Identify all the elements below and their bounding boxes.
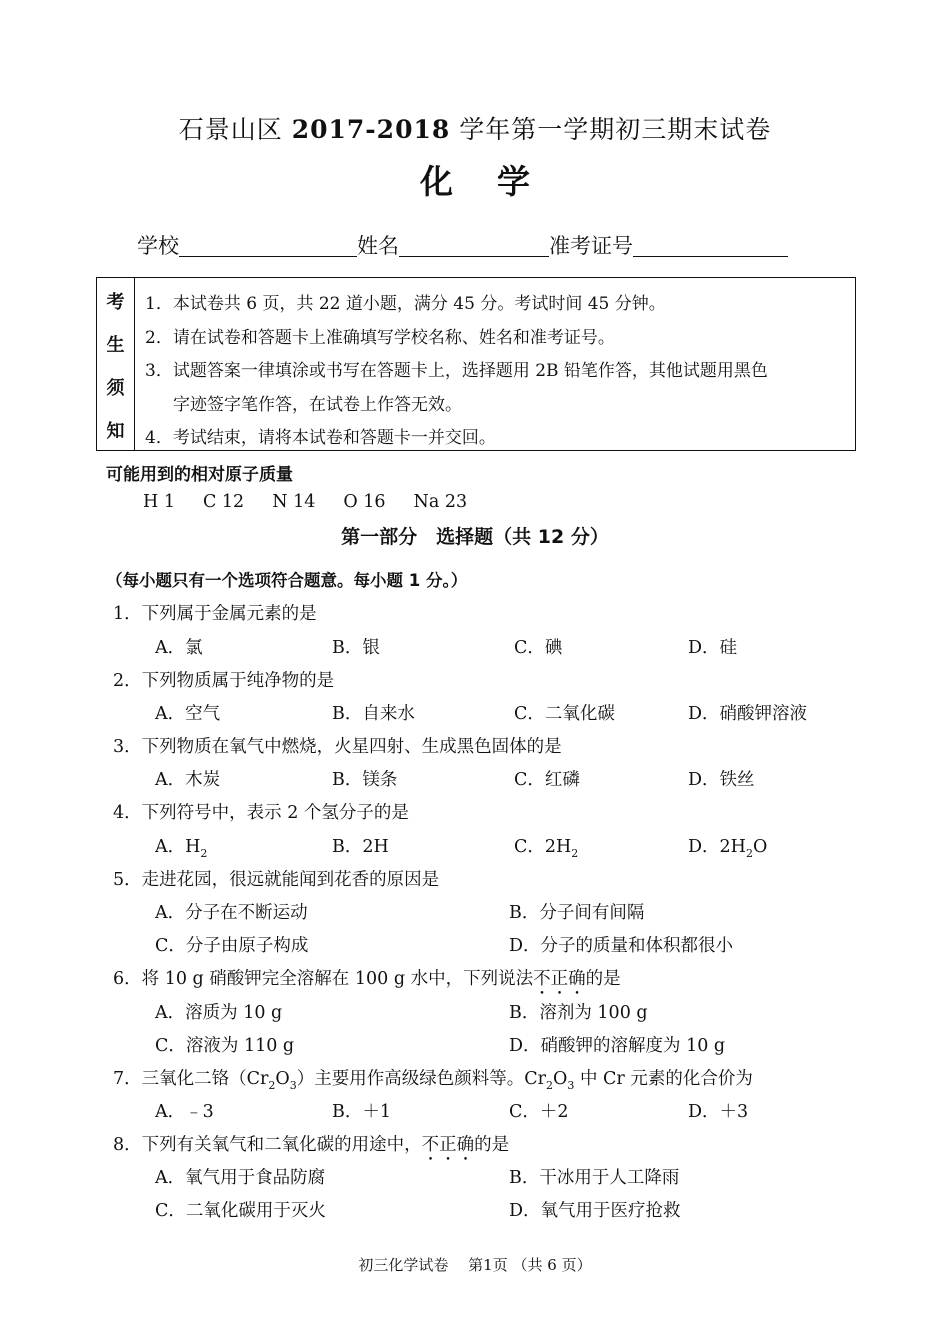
question-1: 1．下列属于金属元素的是: [113, 604, 317, 624]
q2-option-a[interactable]: A．空气: [155, 704, 221, 724]
question-7: 7．三氧化二铬$(Cr_2O_3)$主要用作高级绿色颜料等。$Cr_2O_3$ 中 Cr 元素的化合价为: [113, 1069, 753, 1092]
q4-option-a[interactable]: A．$H_2$: [155, 837, 208, 860]
question-5: 5．走进花园，很远就能闻到花香的原因是: [113, 870, 440, 890]
q8-option-c[interactable]: C．二氧化碳用于灭火: [155, 1201, 326, 1221]
q5-option-b[interactable]: B．分子间有间隔: [509, 903, 645, 923]
q1-option-a[interactable]: A．氯: [155, 638, 203, 658]
q5-option-a[interactable]: A．分子在不断运动: [155, 903, 308, 923]
question-2: 2．下列物质属于纯净物的是: [113, 671, 335, 691]
page-footer: 初三化学试卷 第1页 （共 6 页）: [358, 1256, 592, 1274]
q8-option-d[interactable]: D．氧气用于医疗抢救: [509, 1201, 681, 1221]
q1-option-c[interactable]: C．碘: [514, 638, 563, 658]
instruction-item: 字迹签字笔作答，在试卷上作答无效。: [173, 394, 462, 415]
q3-option-d[interactable]: D．铁丝: [688, 770, 755, 790]
instructions-label: 考 生 须 知: [97, 278, 135, 450]
q8-option-a[interactable]: A．氧气用于食品防腐: [155, 1168, 326, 1188]
school-blank[interactable]: [179, 232, 357, 257]
section-instruction: （每小题只有一个选项符合题意。每小题 1 分。）: [106, 571, 468, 590]
instruction-item: 3．试题答案一律填涂或书写在答题卡上，选择题用 2B 铅笔作答，其他试题用黑色: [145, 361, 768, 381]
q3-option-c[interactable]: C．红磷: [514, 770, 580, 790]
q6-option-c[interactable]: C．溶液为 110 g: [155, 1036, 295, 1056]
q4-option-d[interactable]: D．$2H_2O$: [688, 837, 768, 860]
exam-id-blank[interactable]: [633, 232, 788, 257]
q6-option-a[interactable]: A．溶质为 10 g: [155, 1003, 283, 1023]
exam-id-label: 准考证号: [549, 234, 633, 258]
student-info-fields: [137, 230, 788, 260]
exam-title: 石景山区 2017-2018 学年第一学期初三期末试卷: [178, 115, 772, 144]
name-blank[interactable]: [399, 232, 549, 257]
q2-option-c[interactable]: C．二氧化碳: [514, 704, 615, 724]
school-label: 学校: [137, 234, 179, 258]
instruction-item: 2．请在试卷和答题卡上准确填写学校名称、姓名和准考证号。: [145, 327, 615, 348]
q5-option-c[interactable]: C．分子由原子构成: [155, 936, 309, 956]
q1-option-d[interactable]: D．硅: [688, 638, 738, 658]
q4-option-b[interactable]: B．2H: [332, 837, 389, 857]
instructions-list: [145, 288, 768, 456]
instructions-box: [96, 277, 856, 451]
section-title: 第一部分 选择题（共 12 分）: [341, 526, 609, 548]
q7-option-d[interactable]: D．＋3: [688, 1102, 749, 1122]
q7-option-a[interactable]: A．﹣3: [155, 1102, 214, 1122]
question-8: 8．下列有关氧气和二氧化碳的用途中，不正确的是: [113, 1135, 510, 1155]
q3-option-b[interactable]: B．镁条: [332, 770, 398, 790]
q6-option-b[interactable]: B．溶剂为 100 g: [509, 1003, 648, 1023]
title-years: 2017-2018: [291, 115, 451, 144]
q8-option-b[interactable]: B．干冰用于人工降雨: [509, 1168, 680, 1188]
atomic-mass-values: H 1 C 12 N 14 O 16 Na 23: [143, 492, 468, 512]
emphasis-text: 不正确: [533, 969, 586, 989]
q2-option-d[interactable]: D．硝酸钾溶液: [688, 704, 808, 724]
instruction-item: 4．考试结束，请将本试卷和答题卡一并交回。: [145, 428, 496, 448]
question-6: 6．将 10 g 硝酸钾完全溶解在 100 g 水中，下列说法不正确的是: [113, 969, 621, 989]
atomic-mass-heading: 可能用到的相对原子质量: [106, 465, 293, 485]
question-3: 3．下列物质在氧气中燃烧，火星四射、生成黑色固体的是: [113, 737, 562, 757]
q5-option-d[interactable]: D．分子的质量和体积都很小: [509, 936, 734, 956]
emphasis-text: 不正确: [421, 1135, 475, 1155]
q7-option-c[interactable]: C．＋2: [509, 1102, 569, 1122]
question-4: 4．下列符号中，表示 2 个氢分子的是: [113, 803, 409, 823]
q2-option-b[interactable]: B．自来水: [332, 704, 415, 724]
name-label: 姓名: [357, 234, 399, 258]
q3-option-a[interactable]: A．木炭: [155, 770, 221, 790]
subject-title: 化 学: [420, 162, 530, 201]
q7-option-b[interactable]: B．＋1: [332, 1102, 391, 1122]
q6-option-d[interactable]: D．硝酸钾的溶解度为 10 g: [509, 1036, 726, 1056]
instruction-item: 1．本试卷共 6 页，共 22 道小题，满分 45 分。考试时间 45 分钟。: [145, 294, 666, 314]
q4-option-c[interactable]: C．$2H_2$: [514, 837, 579, 860]
q1-option-b[interactable]: B．银: [332, 638, 380, 658]
